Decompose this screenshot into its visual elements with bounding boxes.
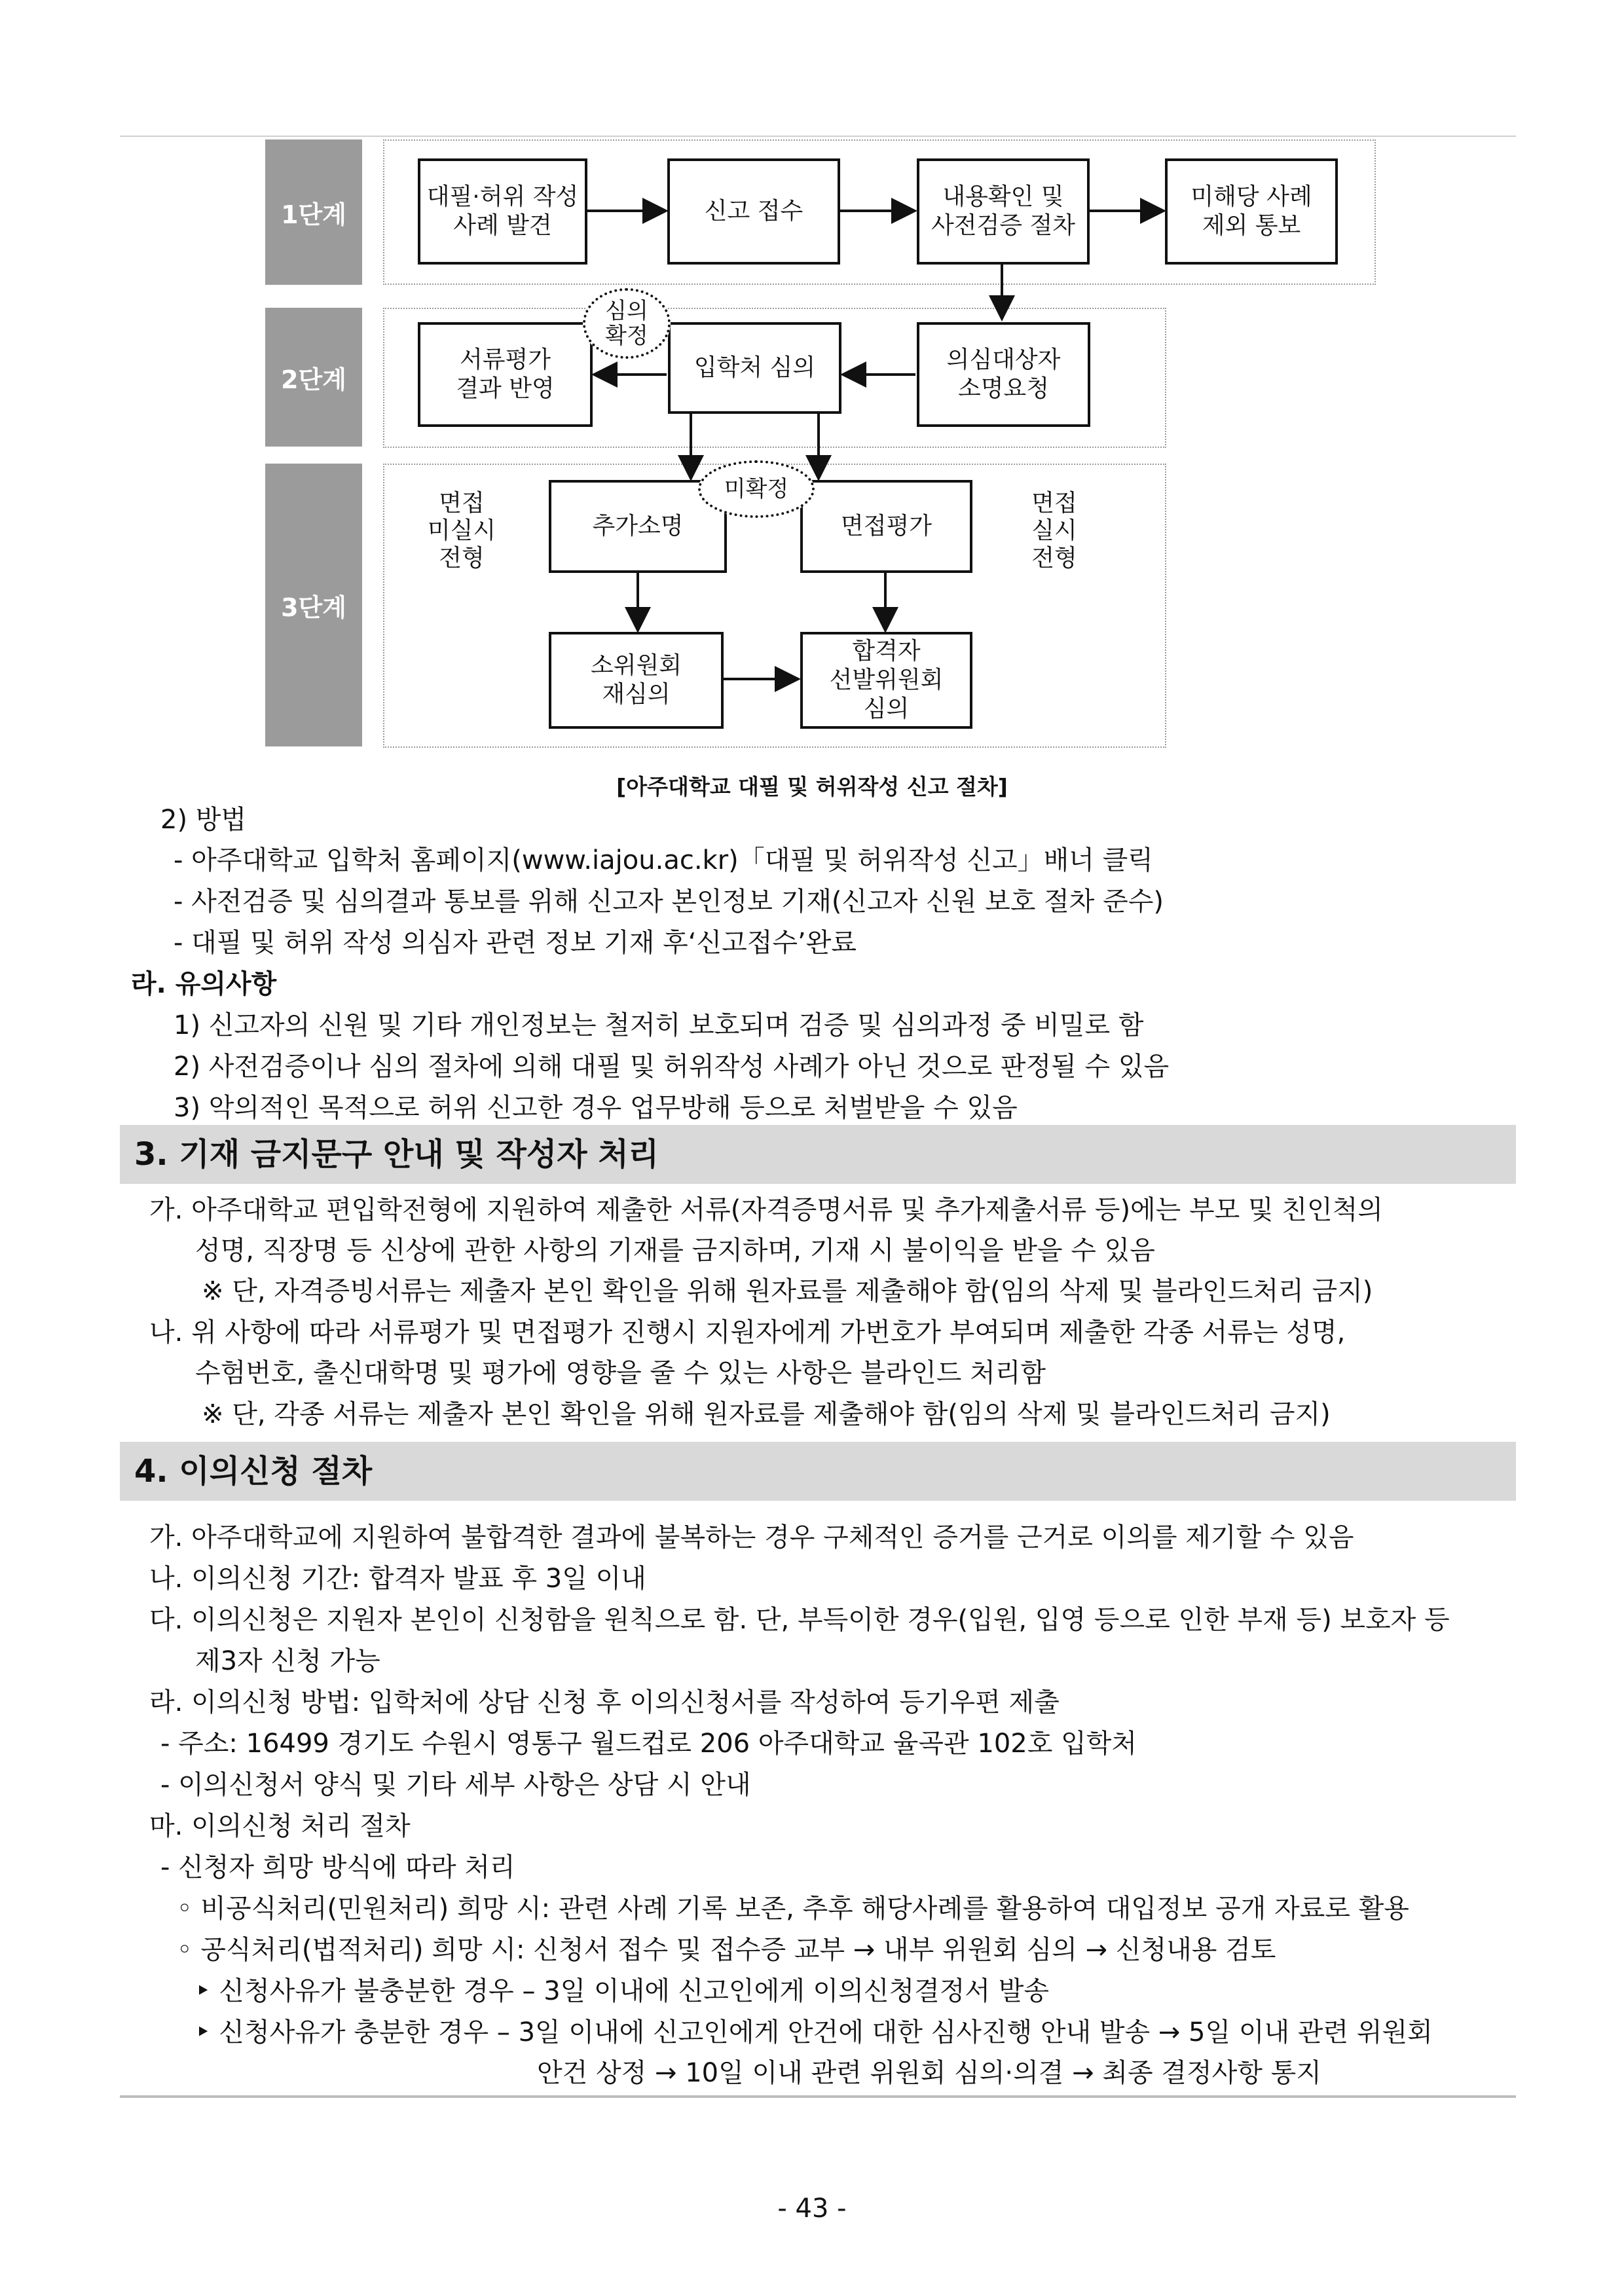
box-content-verification-line2: 사전검증 절차 [931,212,1076,239]
box-explanation-request [917,322,1090,427]
box-report-receipt [667,158,840,265]
box-subcommittee-rereview-line2: 재심의 [602,681,671,708]
box-selection-committee-line3: 심의 [863,695,910,722]
section-4-item-e-1: - 신청자 희망 방식에 따라 처리 [160,1852,515,1882]
section-4-item-e-informal: ◦ 비공식처리(민원처리) 희망 시: 관련 사례 기록 보존, 추후 해당사례를 활용하여 대입정보 공개 자료로 활용 [177,1894,1409,1924]
box-selection-committee [800,632,972,729]
method-item-1: - 아주대학교 입학처 홈페이지(www.iajou.ac.kr)「대필 및 허위작성 신고」배너 클릭 [174,845,1153,875]
box-interview-evaluation-line1: 면접평가 [840,513,932,540]
box-subcommittee-rereview [549,632,724,729]
box-exclusion-notice-line1: 미해당 사례 [1190,183,1312,210]
notes-item-1: 1) 신고자의 신원 및 기타 개인정보는 철저히 보호되며 검증 및 심의과정 중 비밀로 함 [174,1010,1144,1040]
box-exclusion-notice [1165,158,1338,265]
stage-2-label: 2단계 [265,308,362,447]
stage-3-label: 3단계 [265,464,362,746]
box-document-evaluation-line2: 결과 반영 [456,375,555,402]
section-4-item-e-sufficient-line1: ‣ 신청사유가 충분한 경우 – 3일 이내에 신고인에게 안건에 대한 심사진행 안내 발송 → 5일 이내 관련 위원회 [195,2017,1433,2047]
label-no-interview-line3: 전형 [439,545,485,572]
page-number: - 43 - [777,2194,847,2224]
stage-1-label: 1단계 [265,139,362,285]
box-explanation-request-line1: 의심대상자 [946,346,1061,373]
box-subcommittee-rereview-line1: 소위원회 [590,652,682,679]
section-3-item-a-line2: 성명, 직장명 등 신상에 관한 사항의 기재를 금지하며, 기재 시 불이익을 받을 수 있음 [195,1236,1155,1266]
section-3-item-a-note: ※ 단, 자격증빙서류는 제출자 본인 확인을 위해 원자료를 제출해야 함(임의 삭제 및 블라인드처리 금지) [202,1276,1373,1306]
section-4-item-c-line2: 제3자 신청 가능 [195,1646,380,1676]
section-4-item-a: 가. 아주대학교에 지원하여 불합격한 결과에 불복하는 경우 구체적인 증거를 근거로 이의를 제기할 수 있음 [149,1522,1354,1552]
oval-review-confirmed [583,288,671,359]
section-3-header: 3. 기재 금지문구 안내 및 작성자 처리 [120,1125,1516,1184]
method-item-3: - 대필 및 허위 작성 의심자 관련 정보 기재 후‘신고접수’완료 [174,928,857,958]
box-content-verification [917,158,1090,265]
section-3-item-b-line1: 나. 위 사항에 따라 서류평가 및 면접평가 진행시 지원자에게 가번호가 부여되며 제출한 각종 서류는 성명, [149,1317,1346,1348]
flowchart-caption: [아주대학교 대필 및 허위작성 신고 절차] [616,774,1008,799]
section-4-item-e-formal: ◦ 공식처리(법적처리) 희망 시: 신청서 접수 및 접수증 교부 → 내부 위원회 심의 → 신청내용 검토 [177,1935,1276,1965]
section-4-item-e-sufficient-line2: 안건 상정 → 10일 이내 관련 위원회 심의·의결 → 최종 결정사항 통지 [537,2058,1321,2088]
box-admission-review [668,322,841,414]
section-3-item-a-line1: 가. 아주대학교 편입학전형에 지원하여 제출한 서류(자격증명서류 및 추가제출서류 등)에는 부모 및 친인척의 [149,1195,1383,1225]
method-heading: 2) 방법 [160,805,247,835]
bottom-rule [120,2095,1516,2098]
section-4-item-d-form: - 이의신청서 양식 및 기타 세부 사항은 상담 시 안내 [160,1770,751,1800]
notes-item-2: 2) 사전검증이나 심의 절차에 의해 대필 및 허위작성 사례가 아닌 것으로 판정될 수 있음 [174,1052,1170,1082]
oval-unconfirmed-line1: 미확정 [724,476,789,502]
section-4-item-d: 라. 이의신청 방법: 입학처에 상담 신청 후 이의신청서를 작성하여 등기우편 제출 [149,1687,1060,1717]
oval-review-confirmed-line1: 심의 [605,298,648,324]
section-4-item-b: 나. 이의신청 기간: 합격자 발표 후 3일 이내 [149,1564,646,1594]
box-case-discovery-line2: 사례 발견 [453,212,552,239]
box-selection-committee-line2: 선발위원회 [829,667,944,693]
box-interview-evaluation [800,480,972,573]
label-with-interview [1012,490,1097,572]
report-procedure-flowchart [0,0,1624,760]
notes-heading: 라. 유의사항 [131,969,277,999]
notes-item-3: 3) 악의적인 목적으로 허위 신고한 경우 업무방해 등으로 처벌받을 수 있음 [174,1093,1018,1123]
method-item-2: - 사전검증 및 심의결과 통보를 위해 신고자 본인정보 기재(신고자 신원 보호 절차 준수) [174,887,1164,917]
section-3-item-b-note: ※ 단, 각종 서류는 제출자 본인 확인을 위해 원자료를 제출해야 함(임의 삭제 및 블라인드처리 금지) [202,1399,1331,1429]
label-with-interview-line3: 전형 [1031,545,1077,572]
section-3-item-b-line2: 수험번호, 출신대학명 및 평가에 영향을 줄 수 있는 사항은 블라인드 처리함 [195,1358,1046,1388]
box-case-discovery-line1: 대필·허위 작성 [426,183,579,210]
oval-review-confirmed-line2: 확정 [605,323,648,349]
box-exclusion-notice-line2: 제외 통보 [1202,212,1301,239]
box-explanation-request-line2: 소명요청 [957,375,1050,402]
label-no-interview-line2: 미실시 [427,517,496,544]
section-4-item-c-line1: 다. 이의신청은 지원자 본인이 신청함을 원칙으로 함. 단, 부득이한 경우(입원, 입영 등으로 인한 부재 등) 보호자 등 [149,1605,1450,1635]
label-with-interview-line2: 실시 [1031,517,1077,544]
section-4-item-e-insufficient: ‣ 신청사유가 불충분한 경우 – 3일 이내에 신고인에게 이의신청결정서 발송 [195,1976,1050,2006]
box-document-evaluation [418,322,593,427]
label-no-interview-line1: 면접 [439,490,485,517]
box-content-verification-line1: 내용확인 및 [942,183,1064,210]
box-document-evaluation-line1: 서류평가 [459,346,551,373]
box-admission-review-line1: 입학처 심의 [693,354,816,381]
label-with-interview-line1: 면접 [1031,490,1077,517]
section-4-header: 4. 이의신청 절차 [120,1442,1516,1501]
section-4-item-d-address: - 주소: 16499 경기도 수원시 영통구 월드컵로 206 아주대학교 율곡관 102호 입학처 [160,1729,1137,1759]
box-report-receipt-line1: 신고 접수 [704,198,803,225]
section-4-item-e: 마. 이의신청 처리 절차 [149,1811,411,1841]
oval-unconfirmed [698,460,815,518]
box-case-discovery [418,158,587,265]
box-selection-committee-line1: 합격자 [852,638,921,665]
box-additional-explanation-line1: 추가소명 [592,513,684,540]
label-no-interview [419,490,504,572]
